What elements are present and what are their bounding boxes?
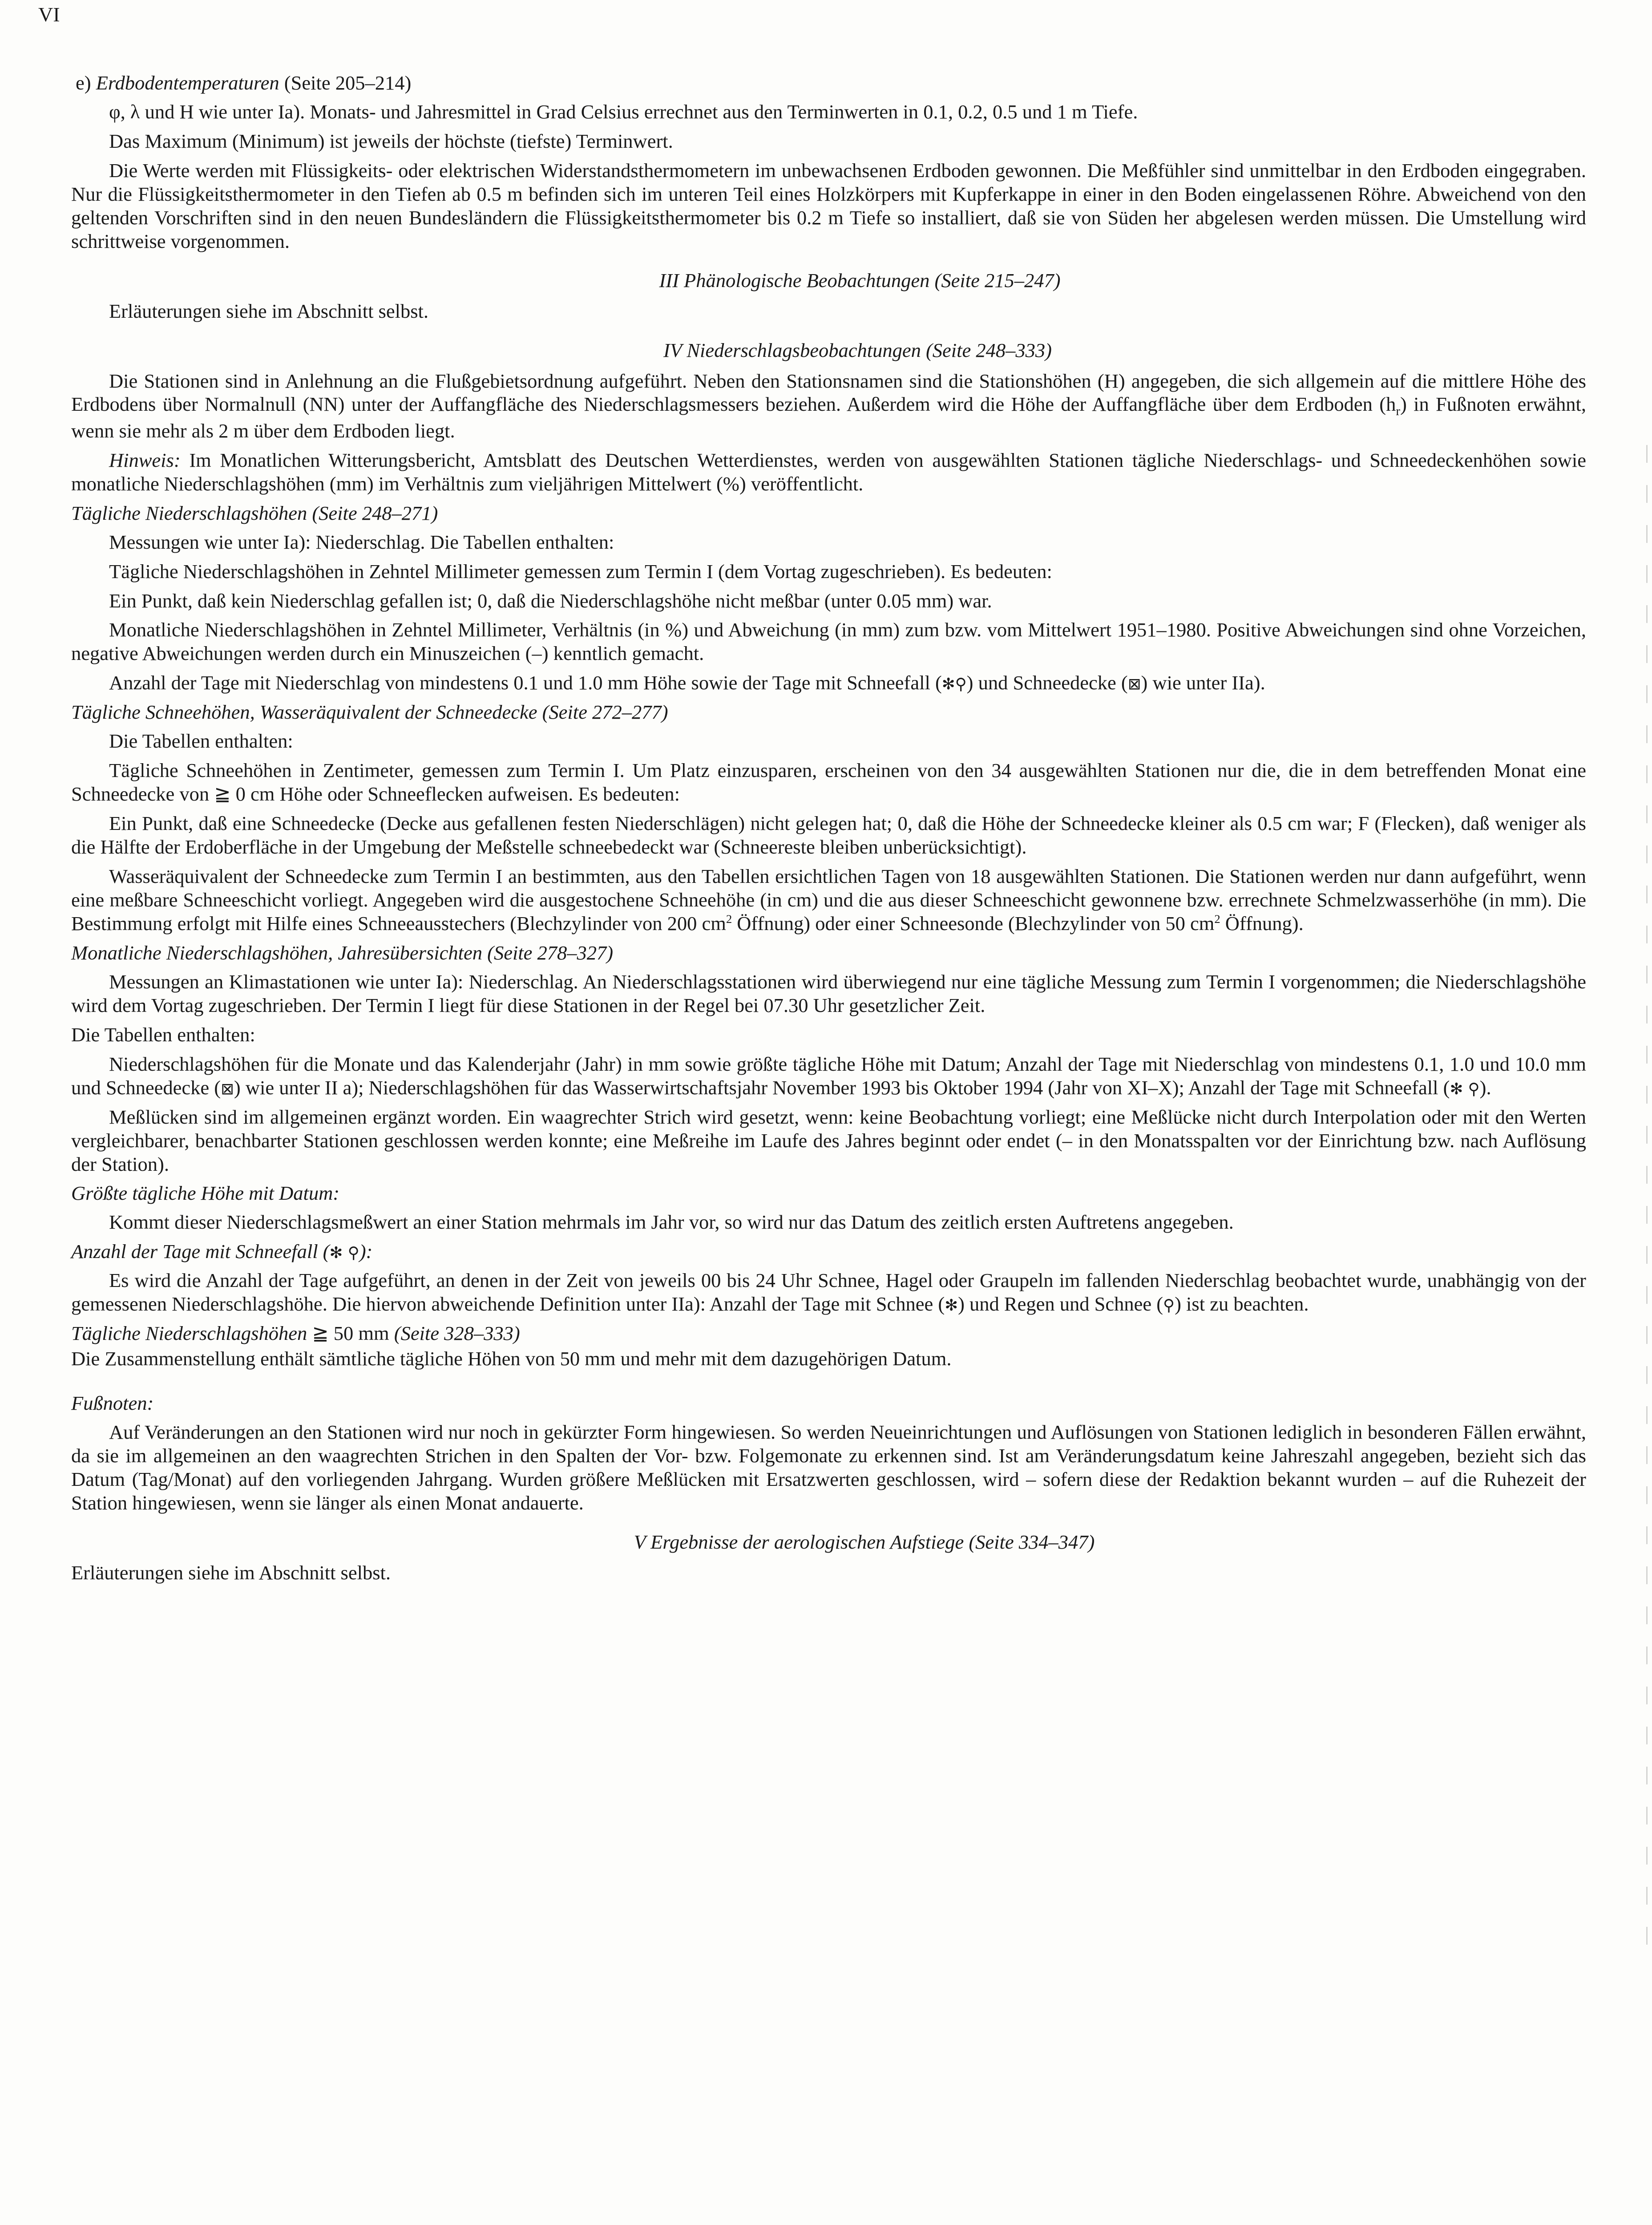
paragraph: Ein Punkt, daß eine Schneedecke (Decke aus gefallenen festen Niederschlägen) nicht gelegen hat; 0, daß die Höhe der Schneedecke kleiner als 0.5 cm war; F (Flecken), daß weniger als die Hälfte der Erdoberfläche in der Umgebung der Meßstelle schneebedeckt war (Schneereste bleiben unberücksichtigt). xyxy=(71,812,1586,858)
paragraph: Die Zusammenstellung enthält sämtliche tägliche Höhen von 50 mm und mehr mit dem dazugehörigen Datum. xyxy=(71,1347,952,1370)
subheading-schneehoehen: Tägliche Schneehöhen, Wasseräquivalent der Schneedecke (Seite 272–277) xyxy=(71,701,668,724)
subheading-fussnoten: Fußnoten: xyxy=(71,1392,154,1415)
paragraph: Auf Veränderungen an den Stationen wird nur noch in gekürzter Form hingewiesen. So werden Neueinrichtungen und Auflösungen von Stationen lediglich in besonderen Fällen erwähnt, da sie im allgemeinen an den waagrechten Strichen in den Spalten der Vor- bzw. Folgemonate zu erkennen sind. Ist am Veränderungsdatum keine Jahreszahl angegeben, bezieht sich das Datum (Tag/Monat) auf den vorliegenden Jahrgang. Wurden größere Meßlücken mit Ersatzwerten geschlossen, wird – sofern diese der Redaktion bekannt wurden – auf die Ruhezeit der Station hingewiesen, wenn sie länger als einen Monat andauerte. xyxy=(71,1421,1586,1514)
heading-erdbodentemperaturen: e) Erdbodentemperaturen (Seite 205–214) xyxy=(76,72,412,94)
paragraph: Messungen wie unter Ia): Niederschlag. Die Tabellen enthalten: xyxy=(109,530,614,553)
snowfall-icon: ✻⚲ xyxy=(941,675,967,694)
subheading-anzahl-tage-schneefall: Anzahl der Tage mit Schneefall (✻ ⚲): xyxy=(71,1240,373,1263)
snow-cover-icon: ⊠ xyxy=(1127,675,1141,694)
snow-icon: ✻ xyxy=(945,1296,958,1315)
paragraph: Es wird die Anzahl der Tage aufgeführt, an denen in der Zeit von jeweils 00 bis 24 Uhr Schnee, Hagel oder Graupeln im fallenden Niederschlag beobachtet wurde, unabhängig von der gemessenen Niederschlagshöhe. Die hiervon abweichende Definition unter IIa): Anzahl der Tage mit Schnee (✻) und Regen und Schnee (⚲) ist zu beachten. xyxy=(71,1269,1586,1315)
paragraph-hinweis: Hinweis: Im Monatlichen Witterungsbericht, Amtsblatt des Deutschen Wetterdienstes, werden von ausgewählten Stationen tägliche Niederschlags- und Schneedeckenhöhen sowie monatliche Niederschlagshöhen (mm) im Verhältnis zum vieljährigen Mittelwert (%) veröffentlicht. xyxy=(71,449,1586,495)
paragraph: Meßlücken sind im allgemeinen ergänzt worden. Ein waagrechter Strich wird gesetzt, wenn: keine Beobachtung vorliegt; eine Meßlücke nicht durch Interpolation oder mit den Werten vergleichbarer, benachbarter Stationen geschlossen werden konnte; eine Meßreihe im Laufe des Jahres beginnt oder endet (– in den Monatsspalten vor der Einrichtung bzw. nach Auflösung der Station). xyxy=(71,1105,1586,1175)
paragraph: Wasseräquivalent der Schneedecke zum Termin I an bestimmten, aus den Tabellen ersichtlichen Tagen von 18 ausgewählten Stationen. Die Stationen werden nur dann aufgeführt, wenn eine meßbare Schneeschicht vorliegt. Angegeben wird die ausgestochene Schneehöhe (in cm) und die aus dieser Schneeschicht gewonnene bzw. errechnete Schmelzwasserhöhe (in mm). Die Bestimmung erfolgt mit Hilfe eines Schneeausstechers (Blechzylinder von 200 $cm^2$ Öffnung) oder einer Schneesonde (Blechzylinder von 50 $cm^2$ Öffnung). xyxy=(71,865,1586,934)
snowfall-icon: ✻ ⚲ xyxy=(329,1244,359,1262)
paragraph: Monatliche Niederschlagshöhen in Zehntel Millimeter, Verhältnis (in %) und Abweichung (in mm) zum bzw. vom Mittelwert 1951–1980. Positive Abweichungen sind ohne Vorzeichen, negative Abweichungen werden durch ein Minuszeichen (–) kenntlich gemacht. xyxy=(71,619,1586,665)
section-title-iv: IV Niederschlagsbeobachtungen (Seite 248–333) xyxy=(663,339,1052,361)
page-body xyxy=(71,0,1586,2225)
paragraph: Die Werte werden mit Flüssigkeits- oder elektrischen Widerstandsthermometern im unbewachsenen Erdboden gewonnen. Die Meßfühler sind unmittelbar in den Erdboden eingegraben. Nur die Flüssigkeitsthermometer in den Tiefen ab 0.5 m befinden sich im unteren Teil eines Holzkörpers mit Kupferkappe in einer in den Boden eingelassenen Röhre. Abweichend von den geltenden Vorschriften sind in den neuen Bundesländern die Flüssigkeitsthermometer bis 0.2 m Tiefe so installiert, daß sie von Süden her abgelesen werden müssen. Die Umstellung wird schrittweise vorgenommen. xyxy=(71,159,1586,252)
section-title-v: V Ergebnisse der aerologischen Aufstiege (Seite 334–347) xyxy=(634,1530,1095,1553)
paragraph: Die Stationen sind in Anlehnung an die Flußgebietsordnung aufgeführt. Neben den Stationsnamen sind die Stationshöhen (H) angegeben, die sich allgemein auf die mittlere Höhe des Erdbodens über Normalnull (NN) unter der Auffangfläche des Niederschlagsmessers beziehen. Außerdem wird die Höhe der Auffangfläche über dem Erdboden $(h_r)$ in Fußnoten erwähnt, wenn sie mehr als 2 m über dem Erdboden liegt. xyxy=(71,369,1586,442)
subheading-taegliche-niederschlagshoehen: Tägliche Niederschlagshöhen (Seite 248–271) xyxy=(71,502,438,524)
rain-and-snow-icon: ⚲ xyxy=(1163,1296,1175,1315)
paragraph: Erläuterungen siehe im Abschnitt selbst. xyxy=(71,1561,391,1584)
paragraph: φ, λ und H wie unter Ia). Monats- und Jahresmittel in Grad Celsius errechnet aus den Terminwerten in 0.1, 0.2, 0.5 und 1 m Tiefe. xyxy=(109,100,1138,123)
section-title-iii: III Phänologische Beobachtungen (Seite 215–247) xyxy=(659,269,1061,291)
subheading-taegliche-50mm: Tägliche Niederschlagshöhen ≧ 50 mm (Seite 328–333) xyxy=(71,1322,520,1345)
paragraph: Ein Punkt, daß kein Niederschlag gefallen ist; 0, daß die Niederschlagshöhe nicht meßbar (unter 0.05 mm) war. xyxy=(109,589,992,612)
snow-cover-icon: ⊠ xyxy=(221,1080,234,1098)
page-number: VI xyxy=(38,3,60,26)
paragraph: Kommt dieser Niederschlagsmeßwert an einer Station mehrmals im Jahr vor, so wird nur das Datum des zeitlich ersten Auftretens angegeben. xyxy=(109,1211,1234,1234)
paragraph: Messungen an Klimastationen wie unter Ia): Niederschlag. An Niederschlagsstationen wird überwiegend nur eine tägliche Messung zum Termin I vorgenommen; die Niederschlagshöhe wird dem Vortag zugeschrieben. Der Termin I liegt für diese Stationen in der Regel bei 07.30 Uhr gesetzlicher Zeit. xyxy=(71,970,1586,1016)
subheading-monatliche-niederschlagshoehen: Monatliche Niederschlagshöhen, Jahresübersichten (Seite 278–327) xyxy=(71,941,614,964)
paragraph: Anzahl der Tage mit Niederschlag von mindestens 0.1 und 1.0 mm Höhe sowie der Tage mit Schneefall (✻⚲) und Schneedecke (⊠) wie unter IIa). xyxy=(109,672,1265,694)
paragraph: Erläuterungen siehe im Abschnitt selbst. xyxy=(109,299,429,322)
paragraph: Die Tabellen enthalten: xyxy=(71,1023,255,1046)
snowfall-icon: ✻ ⚲ xyxy=(1450,1080,1480,1098)
subheading-groesste-taegliche-hoehe: Größte tägliche Höhe mit Datum: xyxy=(71,1182,340,1205)
paragraph: Tägliche Schneehöhen in Zentimeter, gemessen zum Termin I. Um Platz einzusparen, erscheinen von den 34 ausgewählten Stationen nur die, die in dem betreffenden Monat eine Schneedecke von ≧ 0 cm Höhe oder Schneeflecken aufweisen. Es bedeuten: xyxy=(71,759,1586,805)
binding-edge xyxy=(1646,445,1648,1958)
paragraph: Niederschlagshöhen für die Monate und das Kalenderjahr (Jahr) in mm sowie größte tägliche Höhe mit Datum; Anzahl der Tage mit Niederschlag von mindestens 0.1, 1.0 und 10.0 mm und Schneedecke (⊠) wie unter II a); Niederschlagshöhen für das Wasserwirtschaftsjahr November 1993 bis Oktober 1994 (Jahr von XI–X); Anzahl der Tage mit Schneefall (✻ ⚲). xyxy=(71,1052,1586,1099)
paragraph: Das Maximum (Minimum) ist jeweils der höchste (tiefste) Terminwert. xyxy=(109,129,673,152)
paragraph: Tägliche Niederschlagshöhen in Zehntel Millimeter gemessen zum Termin I (dem Vortag zugeschrieben). Es bedeuten: xyxy=(109,560,1052,583)
paragraph: Die Tabellen enthalten: xyxy=(109,730,293,752)
